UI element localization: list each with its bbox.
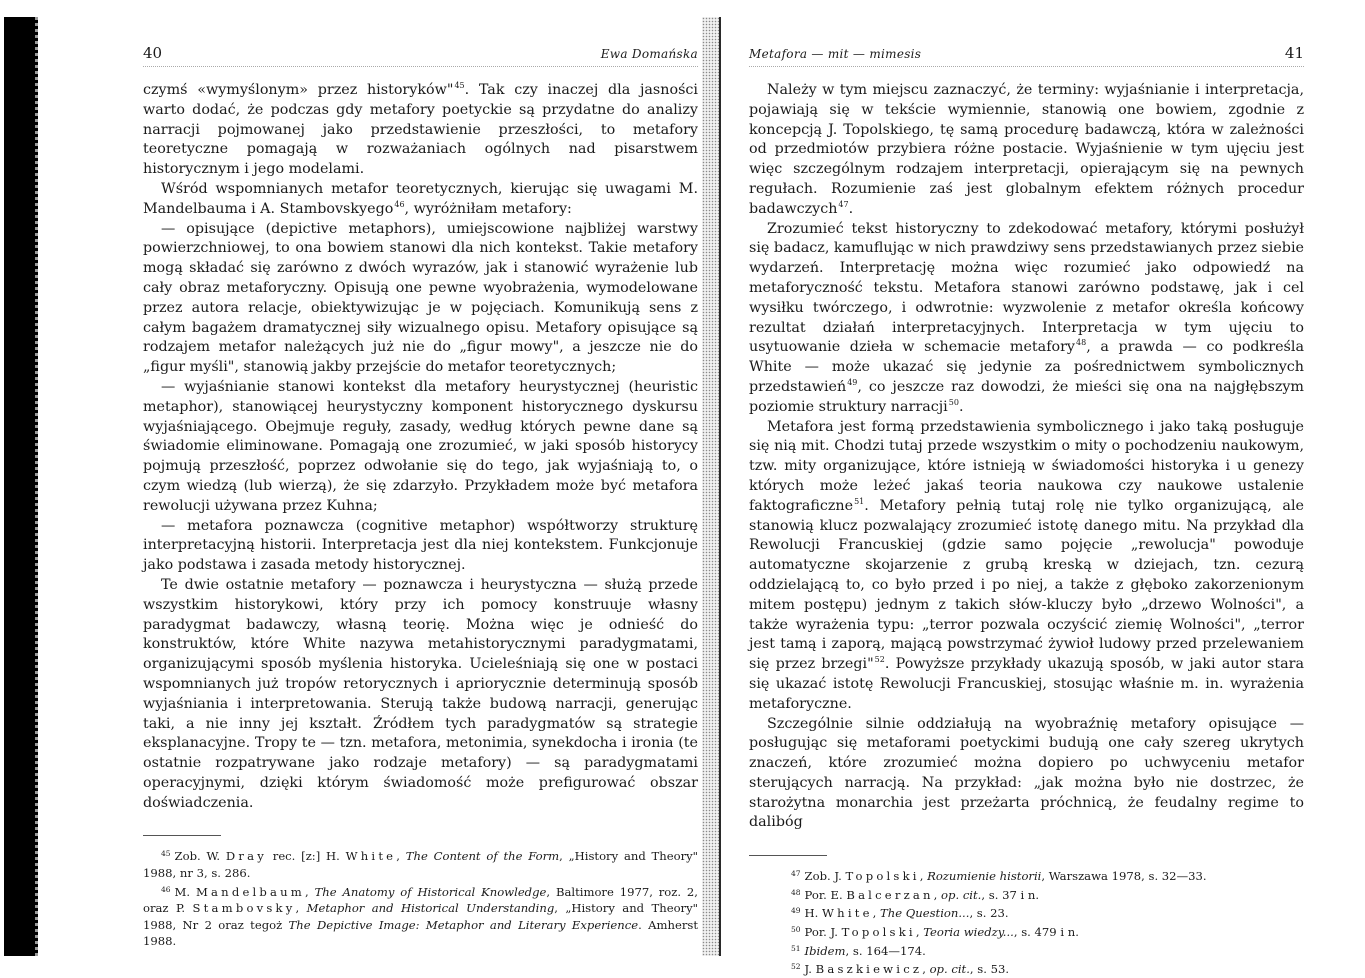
footnote: $^{45}$ Zob. W. Dray rec. [z:] H. White, The Content of the Form, „History and Theory" 1988, nr 3, s. 286.	[143, 849, 699, 881]
footnote-reference: 52	[874, 655, 885, 665]
right-body-text	[749, 81, 1304, 833]
paragraph: Szczególnie silnie oddziałują na wyobraźnię metafory opisujące — posługując się metaforami poetyckimi budują one cały szereg ukrytych znaczeń, które zrozumieć można dopiero po uchwyceniu metafor sterujących narracją. Na przykład: „jak można było nie dostrzec, że starożytna monarchia jest przeżarta próchnicą, że feudalny regime to dalibóg	[749, 715, 1304, 831]
italic-title: The Anatomy of Historical Knowledge	[314, 884, 547, 899]
author-name: White	[345, 849, 397, 864]
footnote: $^{48}$ Por. E. Balcerzan, op. cit., s. 37 i n.	[791, 887, 1040, 902]
footnote: $^{46}$ M. Mandelbaum, The Anatomy of Historical Knowledge, Baltimore 1977, roz. 2, oraz P. Stambovsky, Metaphor and Historical Understanding, „History and Theory" 1988, Nr 2 oraz tegoż The Depictive Image: Metaphor and Literary Experience. Amherst 1988.	[143, 884, 698, 949]
left-page	[143, 44, 698, 950]
author-name: White	[822, 906, 873, 921]
footnote: $^{51}$ Ibidem, s. 164—174.	[791, 943, 926, 958]
footnote-reference: 48	[1076, 338, 1087, 348]
author-name: Baszkiewicz	[815, 962, 923, 977]
paragraph: Należy w tym miejscu zaznaczyć, że terminy: wyjaśnianie i interpretacja, pojawiają się w tekście wymiennie, stanowią one bowiem, zgodnie z koncepcją J. Topolskiego, tę samą procedurę badawczą, która w zależności od przedmiotów przybiera różne postacie. Wyjaśnienie w tym ujęciu jest więc szczególnym rodzajem interpretacji, opierającym się na pewnych regułach. Rozumienie zaś jest globalnym efektem różnych procedur badawczych$^{47}$.	[749, 82, 1304, 217]
author-name: Stambovsky	[192, 901, 296, 916]
footnote-reference: 51	[854, 496, 865, 506]
footnote-reference: 50	[948, 397, 959, 407]
paragraph: — wyjaśnianie stanowi kontekst dla metafory heurystycznej (heuristic metaphor), stanowiącej heurystyczny komponent historycznego dyskursu wyjaśniającego. Obejmuje reguły, zasady, według których pewne dane są świadomie eliminowane. Pomagają one zrozumieć, w jaki sposób historycy pojmują przeszłość, poprzez odwołanie się do tego, jak wyjaśniają to, o czym wiedzą (lub wierzą), że się zdarzyło. Przykładem może być metafora rewolucji używana przez Kuhna;	[143, 378, 698, 514]
italic-title: Teoria wiedzy...	[923, 925, 1014, 940]
author-name: Mandelbaum	[195, 884, 306, 899]
footnote-reference: 47	[838, 199, 849, 209]
footnote-number: 48	[791, 887, 801, 897]
footnote-number: 46	[161, 884, 171, 894]
italic-title: The Content of the Form	[405, 849, 560, 864]
paragraph: Wśród wspomnianych metafor teoretycznych, kierując się uwagami M. Mandelbauma i A. Stambovskyego$^{46}$, wyróżniłam metafory:	[143, 180, 698, 217]
right-page	[749, 44, 1304, 978]
right-footnotes	[749, 866, 1304, 978]
italic-title: Metaphor and Historical Understanding	[306, 901, 555, 916]
footnote-number: 52	[791, 962, 801, 972]
author-name: Dray	[225, 849, 267, 864]
italic-title: Ibidem	[804, 943, 846, 958]
italic-title: op. cit.	[941, 887, 982, 902]
italic-title: op. cit.	[929, 962, 970, 977]
italic-title: The Question...	[880, 906, 970, 921]
footnote-number: 47	[791, 869, 801, 879]
paragraph: — opisujące (depictive metaphors), umiejscowione najbliżej warstwy powierzchniowej, to ona bowiem stanowi dla nich kontekst. Takie metafory mogą składać się zarówno z dwóch wyrazów, jak i stanowić wyrażenie lub cały obraz metaforyczny. Opisują one pewne wyobrażenia, wymodelowane przez autora relacje, obiektywizując je w pojęciach. Komunikują sens z całym bagażem dramatycznej siły wizualnego opisu. Metafory opisujące są rodzajem metafor należących już nie do „figur mowy", a jeszcze nie do „figur myśli", stanowią jakby przejście do metafor teoretycznych;	[143, 220, 698, 376]
footnote-reference: 49	[847, 377, 858, 387]
book-gutter	[702, 17, 720, 956]
left-running-head	[143, 44, 698, 67]
paragraph: — metafora poznawcza (cognitive metaphor) współtworzy strukturę interpretacyjną historii. Interpretacja jest dla niej kontekstem. Funkcjonuje jako podstawa i zasada metody historycznej.	[143, 517, 698, 574]
paragraph: Metafora jest formą przedstawienia symbolicznego i jako taką posługuje się nią mit. Chodzi tutaj przede wszystkim o mity o pochodzeniu naukowym, tzw. mity organizujące, które istnieją w świadomości historyka i u genezy których może leżeć jakaś teoria naukowa czy naukowe ustalenie faktograficzne$^{51}$. Metafory pełnią tutaj rolę nie tylko organizującą, ale stanowią klucz pozwalający zrozumieć istotę danego mitu. Na przykład dla Rewolucji Francuskiej (gdzie samo pojęcie „rewolucja" powoduje automatyczne skojarzenie z grubą kreską w dziejach, tzn. cezurą oddzielającą to, co było przed i po niej, a także z głęboko zakorzenionym mitem postępu) jednym z takich słów-kluczy było „drzewo Wolności", a także wyrażenia typu: „terror pozwala oczyścić ziemię Wolności", „terror jest tamą i zaporą, mającą powstrzymać żywioł ludowy przed przelewaniem się przez brzegi"$^{52}$. Powyższe przykłady ukazują sposób, w jaki autor stara się ukazać istotę Rewolucji Francuskiej, stosując właśnie m. in. wyrażenia metaforyczne.	[749, 418, 1304, 712]
left-body-text	[143, 81, 698, 813]
footnote-number: 45	[161, 849, 171, 859]
running-head-title: Metafora — mit — mimesis	[749, 47, 922, 61]
footnote-number: 49	[791, 906, 801, 916]
footnote-number: 50	[791, 925, 801, 935]
footnote: $^{50}$ Por. J. Topolski, Teoria wiedzy..., s. 479 i n.	[791, 925, 1079, 940]
footnote: $^{49}$ H. White, The Question..., s. 23.	[791, 906, 1009, 921]
italic-title: The Depictive Image: Metaphor and Literary Experience	[288, 917, 639, 932]
author-name: Topolski	[841, 925, 916, 940]
page-number: 40	[143, 44, 163, 62]
left-footnotes	[143, 846, 698, 950]
paragraph: Zrozumieć tekst historyczny to zdekodować metafory, którymi posłużył się badacz, kamuflując w nich prawdziwy sens przedstawianych przez siebie wydarzeń. Interpretację można więc rozumieć jako odpowiedź na metaforyczność tekstu. Metafora stanowi zarówno podstawę, jak i cel wysiłku twórczego, i odwrotnie: wyzwolenie z metafor określa końcowy rezultat działań interpretacyjnych. Interpretacja w tym ujęciu to usytuowanie dzieła w schemacie metafory$^{48}$, a prawda — co podkreśla White — może ukazać się jedynie za pośrednictwem symbolicznych przedstawień$^{49}$, co jeszcze raz dowodzi, że mieści się ona na najgłębszym poziomie struktury narracji$^{50}$.	[749, 220, 1304, 415]
running-head-author: Ewa Domańska	[600, 47, 698, 61]
paragraph: Te dwie ostatnie metafory — poznawcza i heurystyczna — służą przede wszystkim historykowi, który przy ich pomocy konstruuje własny paradygmat badawczy, własną teorię. Można więc je odnieść do konstruktów, które White nazywa metahistorycznymi paradygmatami, organizującymi sposób myślenia historyka. Ucieleśniają się one w postaci wspomnianych już tropów retorycznych i apriorycznie determinują sposób wyjaśniania i interpretowania. Sterują także budową narracji, generując taki, a nie inny jej kształt. Źródłem tych paradygmatów są strategie eksplanacyjne. Tropy te — tzn. metafora, metonimia, synekdocha i ironia (te ostatnie rozpatrywane jako rodzaje metafory) — są paradygmatami operacyjnymi, dzięki którym świadomość może prefigurować obszar doświadczenia.	[143, 576, 698, 811]
footnote: $^{52}$ J. Baszkiewicz, op. cit., s. 53.	[791, 962, 1010, 977]
author-name: Balcerzan	[846, 887, 934, 902]
page-number: 41	[1284, 44, 1304, 62]
gutter-spine-line	[719, 17, 721, 956]
footnote-rule	[143, 835, 221, 836]
footnote-rule	[749, 855, 827, 856]
right-running-head	[749, 44, 1304, 67]
footnote-reference: 45	[454, 81, 465, 90]
paragraph: czymś «wymyślonym» przez historyków"$^{45}$. Tak czy inaczej dla jasności warto dodać, że podczas gdy metafory poetyckie są przydatne do analizy narracji pojmowanej jako przedstawienie przeszłości, to metafory teoretyczne pomagają w rozważaniach ogólnych nad pisarstwem historycznym i jego modelami.	[143, 81, 698, 178]
footnote: $^{47}$ Zob. J. Topolski, Rozumienie historii, Warszawa 1978, s. 32—33.	[791, 869, 1207, 884]
author-name: Topolski	[845, 869, 920, 884]
footnote-reference: 46	[394, 199, 405, 209]
footnote-number: 51	[791, 943, 801, 953]
italic-title: Rozumienie historii	[927, 869, 1042, 884]
scan-edge-shadow	[4, 17, 38, 956]
